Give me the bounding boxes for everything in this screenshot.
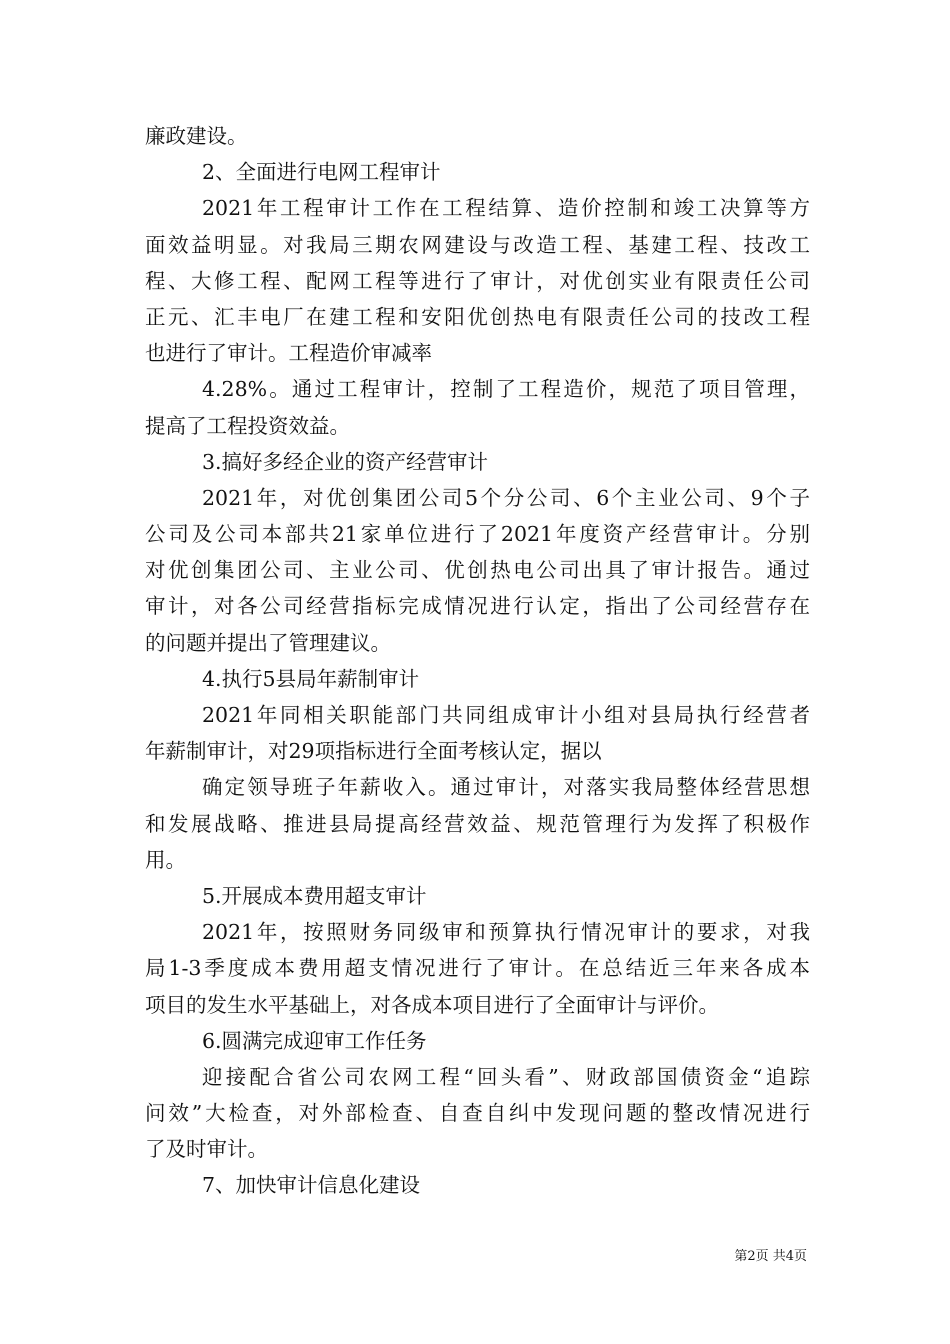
paragraph-line: 廉政建设。 <box>145 124 248 148</box>
section-heading: 5.开展成本费用超支审计 <box>202 883 427 908</box>
paragraph-line: 2021年工程审计工作在工程结算、造价控制和竣工决算等方 <box>202 196 810 221</box>
paragraph-line: 年薪制审计，对29项指标进行全面考核认定，据以 <box>145 739 602 764</box>
paragraph-line: 提高了工程投资效益。 <box>145 413 350 438</box>
paragraph-line: 对优创集团公司、主业公司、优创热电公司出具了审计报告。通过 <box>145 558 810 583</box>
section-heading: 2、全面进行电网工程审计 <box>202 160 441 185</box>
paragraph-line: 迎接配合省公司农网工程“回头看”、财政部国债资金“追踪 <box>202 1064 810 1089</box>
paragraph-line: 程、大修工程、配网工程等进行了审计，对优创实业有限责任公司 <box>145 268 810 293</box>
paragraph-line: 的问题并提出了管理建议。 <box>145 630 391 655</box>
paragraph-line: 4.28%。通过工程审计，控制了工程造价，规范了项目管理， <box>202 377 810 402</box>
paragraph-line: 了及时审计。 <box>145 1137 268 1162</box>
section-heading: 7、加快审计信息化建设 <box>202 1173 421 1198</box>
document-body <box>145 118 810 1204</box>
paragraph-line: 面效益明显。对我局三期农网建设与改造工程、基建工程、技改工 <box>145 232 810 257</box>
paragraph-line: 也进行了审计。工程造价审减率 <box>145 341 432 366</box>
paragraph-line: 用。 <box>145 847 186 872</box>
page-number-footer: 第2页 共4页 <box>734 1249 807 1264</box>
paragraph-line: 项目的发生水平基础上，对各成本项目进行了全面审计与评价。 <box>145 992 719 1017</box>
section-heading: 4.执行5县局年薪制审计 <box>202 666 420 691</box>
paragraph-line: 正元、汇丰电厂在建工程和安阳优创热电有限责任公司的技改工程 <box>145 304 810 329</box>
paragraph-line: 局1-3季度成本费用超支情况进行了审计。在总结近三年来各成本 <box>145 956 810 981</box>
paragraph-line: 和发展战略、推进县局提高经营效益、规范管理行为发挥了积极作 <box>145 811 810 836</box>
section-heading: 6.圆满完成迎审工作任务 <box>202 1028 427 1053</box>
paragraph-line: 确定领导班子年薪收入。通过审计，对落实我局整体经营思想 <box>202 775 810 800</box>
paragraph-line: 问效”大检查，对外部检查、自查自纠中发现问题的整改情况进行 <box>145 1101 810 1126</box>
section-heading: 3.搞好多经企业的资产经营审计 <box>202 449 489 474</box>
paragraph-line: 审计，对各公司经营指标完成情况进行认定，指出了公司经营存在 <box>145 594 810 619</box>
paragraph-line: 2021年同相关职能部门共同组成审计小组对县局执行经营者 <box>202 703 810 727</box>
paragraph-line: 2021年，对优创集团公司5个分公司、6个主业公司、9个子 <box>202 485 810 510</box>
paragraph-line: 2021年，按照财务同级审和预算执行情况审计的要求，对我 <box>202 920 810 945</box>
paragraph-line: 公司及公司本部共21家单位进行了2021年度资产经营审计。分别 <box>145 522 810 547</box>
